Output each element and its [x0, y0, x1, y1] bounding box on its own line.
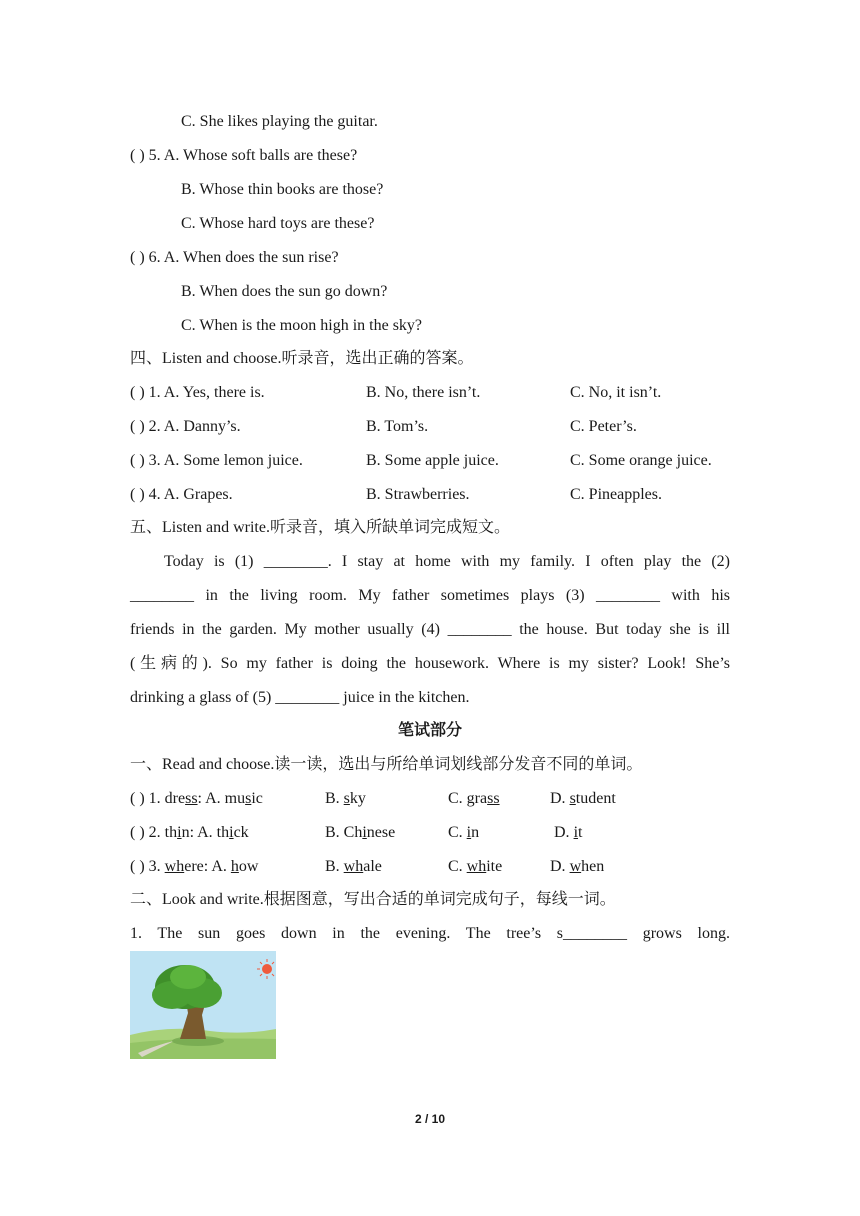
option-d: D. student [550, 790, 616, 807]
option-c: C. Some orange juice. [570, 452, 712, 469]
option-b: B. Chinese [325, 824, 396, 841]
page-number: 2 / 10 [414, 1112, 446, 1126]
section5-heading: 五、Listen and write.听录音，填入所缺单词完成短文。 [130, 519, 510, 536]
tree-sunset-illustration [130, 951, 276, 1059]
passage-line-1: Today is (1) ________. I stay at home with my family. I often play the (2) [164, 553, 730, 570]
listening-q4-option-c: C. She likes playing the guitar. [181, 113, 378, 130]
option-b: B. sky [325, 790, 366, 807]
passage-line-3: friends in the garden. My mother usually (4) ________ the house. But today she is ill [130, 621, 730, 638]
passage-line-5: drinking a glass of (5) ________ juice in the kitchen. [130, 689, 470, 706]
option-b: B. Strawberries. [366, 486, 470, 503]
option-b: B. Some apple juice. [366, 452, 499, 469]
option-c: C. No, it isn’t. [570, 384, 662, 401]
option-b: B. Tom’s. [366, 418, 429, 435]
written1-heading: 一、Read and choose.读一读，选出与所给单词划线部分发音不同的单词。 [130, 756, 643, 773]
listening-q6-option-b: B. When does the sun go down? [181, 283, 388, 300]
option-c: C. grass [448, 790, 500, 807]
listening-q5-option-a: ( ) 5. A. Whose soft balls are these? [130, 147, 358, 164]
sun-icon [262, 964, 272, 974]
listening-q5-option-b: B. Whose thin books are those? [181, 181, 384, 198]
listening-q6-option-c: C. When is the moon high in the sky? [181, 317, 423, 334]
question-stem: ( ) 1. dress: A. music [130, 790, 263, 807]
option-b: B. whale [325, 858, 382, 875]
option-c: C. white [448, 858, 503, 875]
option-c: C. Peter’s. [570, 418, 637, 435]
option-a: ( ) 2. A. Danny’s. [130, 418, 241, 435]
option-c: C. in [448, 824, 480, 841]
option-d: D. it [554, 824, 583, 841]
question-stem: ( ) 2. thin: A. thick [130, 824, 249, 841]
listening-q6-option-a: ( ) 6. A. When does the sun rise? [130, 249, 339, 266]
option-b: B. No, there isn’t. [366, 384, 481, 401]
section4-heading: 四、Listen and choose.听录音，选出正确的答案。 [130, 350, 474, 367]
passage-line-2: ________ in the living room. My father sometimes plays (3) ________ with his [130, 587, 730, 604]
passage-line-4: (生病的). So my father is doing the housework. Where is my sister? Look! She’s [130, 655, 730, 672]
option-a: ( ) 1. A. Yes, there is. [130, 384, 265, 401]
tree-crown-top [170, 965, 206, 989]
written-part-title: 笔试部分 [397, 722, 462, 739]
option-d: D. when [550, 858, 605, 875]
question-stem: ( ) 3. where: A. how [130, 858, 259, 875]
written2-heading: 二、Look and write.根据图意，写出合适的单词完成句子，每线一词。 [130, 891, 616, 908]
written2-question-1: 1. The sun goes down in the evening. The tree’s s________ grows long. [130, 925, 730, 942]
option-a: ( ) 4. A. Grapes. [130, 486, 233, 503]
option-c: C. Pineapples. [570, 486, 662, 503]
option-a: ( ) 3. A. Some lemon juice. [130, 452, 303, 469]
listening-q5-option-c: C. Whose hard toys are these? [181, 215, 375, 232]
